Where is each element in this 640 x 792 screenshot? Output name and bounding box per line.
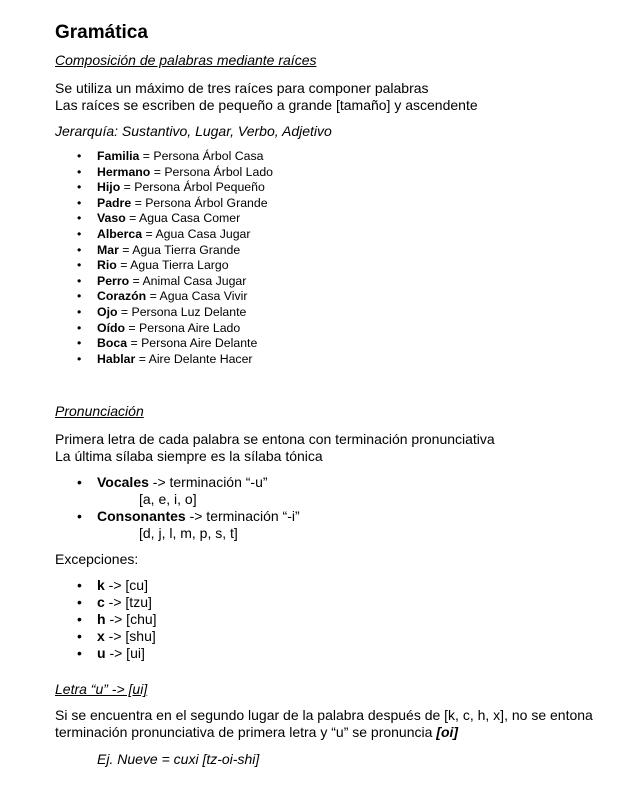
word-term: Hablar (97, 351, 136, 366)
letter-u-line-2 (55, 724, 615, 741)
list-item (55, 196, 615, 212)
composition-heading: Composición de palabras mediante raíces (55, 52, 317, 68)
letter-u-line-2-text: terminación pronunciativa de primera letra y “u” se pronuncia (55, 724, 437, 741)
bullet: • (77, 645, 82, 662)
exception-letter: x (97, 628, 105, 645)
word-roots: = Persona Aire Delante (127, 336, 258, 351)
list-item (55, 628, 615, 645)
consonants-label: Consonantes (97, 508, 186, 525)
word-roots: = Persona Árbol Pequeño (120, 180, 265, 195)
exceptions-label: Excepciones: (55, 551, 139, 568)
bullet: • (77, 304, 82, 319)
list-item (55, 180, 615, 196)
list-item (55, 645, 615, 662)
word-term: Oído (97, 320, 126, 335)
bullet: • (77, 351, 82, 366)
bullet: • (77, 336, 82, 351)
word-roots: = Persona Árbol Grande (131, 195, 268, 210)
word-term: Alberca (97, 226, 143, 241)
exception-letter: u (97, 645, 106, 662)
list-item (55, 577, 615, 594)
bullet: • (77, 508, 82, 525)
bullet: • (77, 258, 82, 273)
word-roots: = Persona Aire Lado (125, 320, 241, 335)
exception-rule: -> [shu] (104, 628, 156, 645)
consonants-list: [d, j, l, m, p, s, t] (139, 525, 238, 542)
exception-letter: k (97, 577, 105, 594)
word-term: Rio (97, 258, 117, 273)
vowels-label: Vocales (97, 474, 149, 491)
word-roots: = Agua Casa Vivir (146, 289, 248, 304)
word-roots: = Persona Árbol Casa (139, 149, 264, 163)
word-roots: = Agua Casa Jugar (142, 226, 251, 241)
pronunciation-heading: Pronunciación (55, 403, 144, 420)
word-term: Boca (97, 336, 128, 351)
page-title: Gramática (55, 22, 148, 43)
letter-u-emphasis: [oi] (436, 724, 459, 741)
bullet: • (77, 611, 82, 628)
word-roots-list (55, 149, 615, 367)
vowels-list: [a, e, i, o] (139, 491, 197, 508)
word-term: Hijo (97, 180, 121, 195)
consonants-rule: -> terminación “-i” (185, 508, 300, 525)
word-roots: = Agua Tierra Grande (118, 242, 241, 257)
pronunciation-line-1: Primera letra de cada palabra se entona con terminación pronunciativa (55, 431, 495, 448)
list-item (55, 211, 615, 227)
list-item (55, 611, 615, 628)
word-roots: = Persona Luz Delante (117, 304, 247, 319)
bullet: • (77, 149, 82, 163)
exception-rule: -> [chu] (105, 611, 157, 628)
bullet: • (77, 242, 82, 257)
bullet: • (77, 594, 82, 611)
exception-rule: -> [tzu] (104, 594, 152, 611)
bullet: • (77, 164, 82, 179)
composition-line-1: Se utiliza un máximo de tres raíces para componer palabras (55, 80, 429, 96)
list-item (55, 474, 615, 508)
list-item (55, 289, 615, 305)
list-item (55, 227, 615, 243)
word-roots: = Aire Delante Hacer (135, 351, 253, 366)
pronunciation-line-2: La última sílaba siempre es la sílaba tónica (55, 448, 323, 465)
word-term: Vaso (97, 211, 126, 226)
list-item (55, 321, 615, 337)
pronunciation-rules-list (55, 474, 615, 542)
bullet: • (77, 628, 82, 645)
letter-u-heading: Letra “u” -> [ui] (55, 681, 148, 698)
word-term: Familia (97, 149, 140, 163)
bullet: • (77, 180, 82, 195)
bullet: • (77, 289, 82, 304)
list-item (55, 258, 615, 274)
list-item (55, 508, 615, 542)
document-page (55, 22, 615, 768)
list-item (55, 352, 615, 368)
exception-letter: h (97, 611, 106, 628)
list-item (55, 336, 615, 352)
exception-rule: -> [ui] (105, 645, 145, 662)
exception-letter: c (97, 594, 105, 611)
exception-rule: -> [cu] (104, 577, 148, 594)
bullet: • (77, 226, 82, 241)
word-term: Ojo (97, 304, 118, 319)
letter-u-line-1: Si se encuentra en el segundo lugar de la palabra después de [k, c, h, x], no se entona (55, 707, 593, 724)
list-item (55, 305, 615, 321)
example-line: Ej. Nueve = cuxi [tz-oi-shi] (97, 751, 260, 768)
bullet: • (77, 273, 82, 288)
word-term: Perro (97, 273, 130, 288)
bullet: • (77, 577, 82, 594)
word-term: Padre (97, 195, 132, 210)
bullet: • (77, 195, 82, 210)
word-roots: = Agua Casa Comer (125, 211, 241, 226)
word-term: Mar (97, 242, 119, 257)
list-item (55, 594, 615, 611)
word-term: Hermano (97, 164, 151, 179)
bullet: • (77, 474, 82, 491)
list-item (55, 165, 615, 181)
word-term: Corazón (97, 289, 147, 304)
list-item (55, 243, 615, 259)
hierarchy-line: Jerarquía: Sustantivo, Lugar, Verbo, Adjetivo (55, 123, 332, 139)
word-roots: = Agua Tierra Largo (116, 258, 229, 273)
list-item (55, 149, 615, 165)
word-roots: = Animal Casa Jugar (129, 273, 247, 288)
bullet: • (77, 320, 82, 335)
bullet: • (77, 211, 82, 226)
vowels-rule: -> terminación “-u” (148, 474, 268, 491)
list-item (55, 274, 615, 290)
exceptions-list (55, 577, 615, 662)
composition-line-2: Las raíces se escriben de pequeño a grande [tamaño] y ascendente (55, 97, 478, 113)
word-roots: = Persona Árbol Lado (150, 164, 274, 179)
